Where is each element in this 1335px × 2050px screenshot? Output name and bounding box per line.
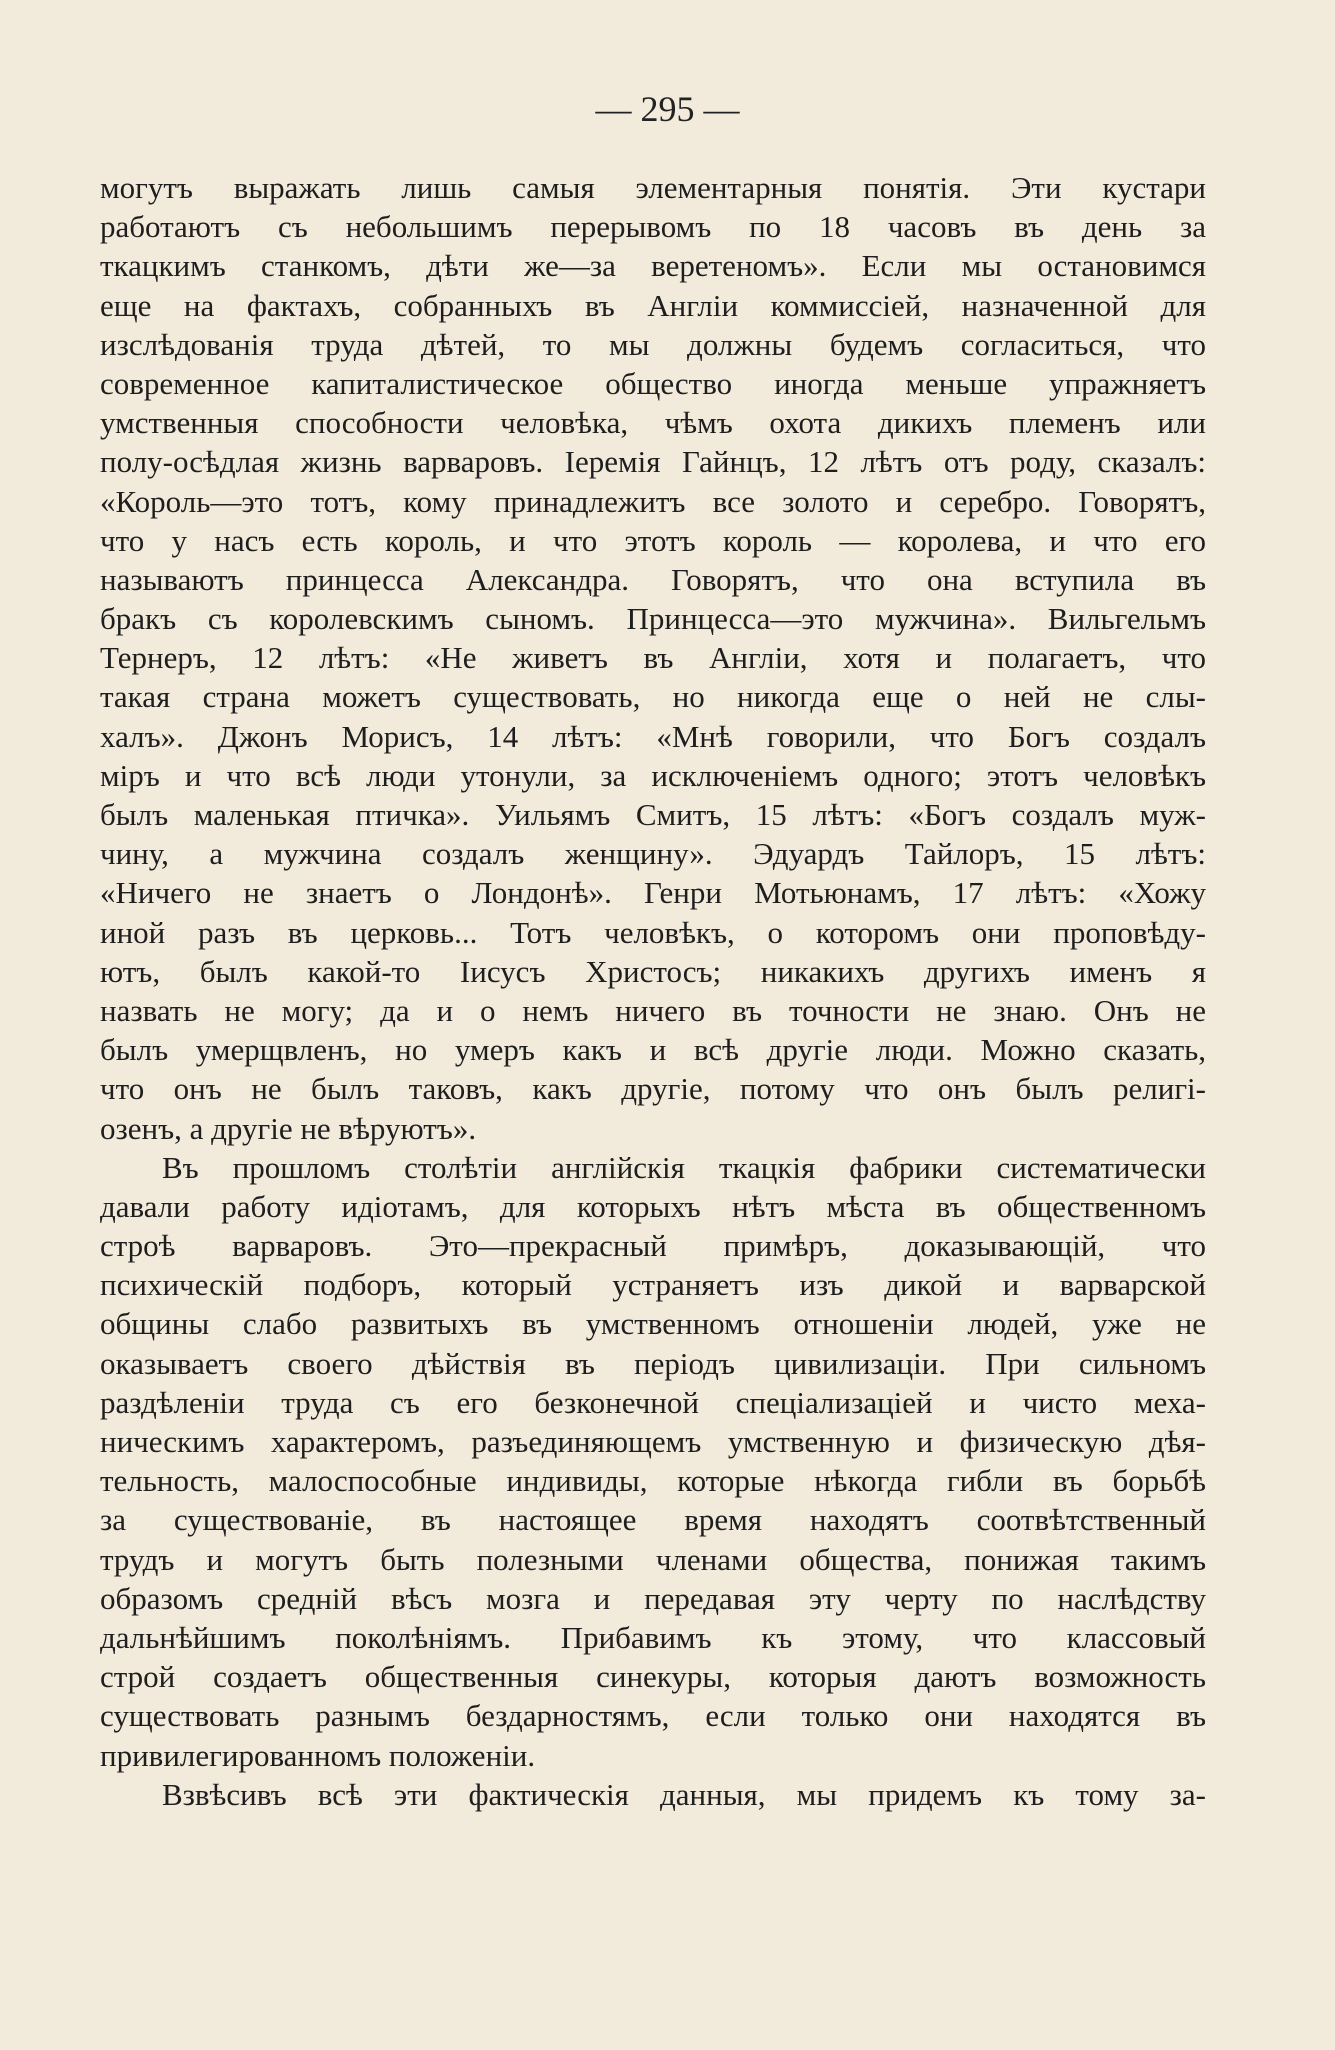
text-line: полу-осѣдлая жизнь варваровъ. Іеремія Гайнцъ, 12 лѣтъ отъ роду, сказалъ: bbox=[100, 444, 1206, 480]
text-line: такая страна можетъ существовать, но никогда еще о ней не слы- bbox=[100, 679, 1206, 715]
text-line: «Ничего не знаетъ о Лондонѣ». Генри Мотьюнамъ, 17 лѣтъ: «Хожу bbox=[100, 875, 1206, 911]
text-line: существовать разнымъ бездарностямъ, если только они находятся въ bbox=[100, 1698, 1206, 1734]
text-line: умственныя способности человѣка, чѣмъ охота дикихъ племенъ или bbox=[100, 405, 1206, 441]
paragraph bbox=[100, 1148, 1206, 1775]
text-line: былъ маленькая птичка». Уильямъ Смитъ, 15 лѣтъ: «Богъ создалъ муж- bbox=[100, 797, 1206, 832]
text-line: былъ умерщвленъ, но умеръ какъ и всѣ другіе люди. Можно сказать, bbox=[100, 1032, 1206, 1068]
text-line: раздѣленіи труда съ его безконечной спеціализаціей и чисто меха- bbox=[100, 1384, 1206, 1420]
text-line: могутъ выражать лишь самыя элементарныя понятія. Эти кустари bbox=[100, 170, 1206, 205]
text-line: еще на фактахъ, собранныхъ въ Англіи коммиссіей, назначенной для bbox=[100, 287, 1206, 323]
text-line: «Король—это тотъ, кому принадлежитъ все золото и серебро. Говорятъ, bbox=[100, 483, 1206, 519]
text-line: міръ и что всѣ люди утонули, за исключеніемъ одного; этотъ человѣкъ bbox=[100, 757, 1206, 793]
text-line: общины слабо развитыхъ въ умственномъ отношеніи людей, уже не bbox=[100, 1306, 1206, 1342]
text-line: ютъ, былъ какой-то Іисусъ Христосъ; никакихъ другихъ именъ я bbox=[100, 953, 1206, 989]
text-line: психическій подборъ, который устраняетъ изъ дикой и варварской bbox=[100, 1267, 1206, 1303]
text-line: работаютъ съ небольшимъ перерывомъ по 18 часовъ въ день за bbox=[100, 209, 1206, 245]
text-line: называютъ принцесса Александра. Говорятъ, что она вступила въ bbox=[100, 561, 1206, 597]
paragraph bbox=[100, 1775, 1206, 1814]
text-line: привилегированномъ положеніи. bbox=[100, 1737, 536, 1773]
text-line: оказываетъ своего дѣйствія въ періодъ цивилизаціи. При сильномъ bbox=[100, 1345, 1206, 1381]
page-text bbox=[100, 168, 1206, 1814]
text-line: за существованіе, въ настоящее время находятъ соотвѣтственный bbox=[100, 1502, 1206, 1538]
text-line: ническимъ характеромъ, разъединяющемъ умственную и физическую дѣя- bbox=[100, 1424, 1206, 1459]
text-line: дальнѣйшимъ поколѣніямъ. Прибавимъ къ этому, что классовый bbox=[100, 1619, 1206, 1655]
text-line: Въ прошломъ столѣтіи англійскія ткацкія фабрики систематически bbox=[162, 1149, 1206, 1185]
text-line: халъ». Джонъ Морисъ, 14 лѣтъ: «Мнѣ говорили, что Богъ создалъ bbox=[100, 718, 1206, 754]
text-line: строѣ варваровъ. Это—прекрасный примѣръ, доказывающій, что bbox=[100, 1228, 1206, 1264]
text-line: бракъ съ королевскимъ сыномъ. Принцесса—это мужчина». Вильгельмъ bbox=[100, 601, 1206, 637]
text-line: образомъ средній вѣсъ мозга и передавая эту черту по наслѣдству bbox=[100, 1580, 1206, 1616]
text-line: трудъ и могутъ быть полезными членами общества, понижая такимъ bbox=[100, 1541, 1206, 1577]
paragraph bbox=[100, 168, 1206, 1148]
text-line: что у насъ есть король, и что этотъ король — королева, и что его bbox=[100, 522, 1206, 558]
text-line: что онъ не былъ таковъ, какъ другіе, потому что онъ былъ религі- bbox=[100, 1071, 1206, 1107]
page-number: — 295 — bbox=[595, 89, 740, 129]
text-line: строй создаетъ общественныя синекуры, которыя даютъ возможность bbox=[100, 1659, 1206, 1695]
text-line: озенъ, а другіе не вѣруютъ». bbox=[100, 1110, 477, 1146]
text-line: Взвѣсивъ всѣ эти фактическія данныя, мы придемъ къ тому за- bbox=[162, 1776, 1206, 1812]
text-line: чину, а мужчина создалъ женщину». Эдуардъ Тайлоръ, 15 лѣтъ: bbox=[100, 836, 1206, 872]
text-line: современное капиталистическое общество иногда меньше упражняетъ bbox=[100, 365, 1206, 401]
text-line: давали работу идіотамъ, для которыхъ нѣтъ мѣста въ общественномъ bbox=[100, 1188, 1206, 1224]
text-line: иной разъ въ церковь... Тотъ человѣкъ, о которомъ они проповѣду- bbox=[100, 914, 1206, 950]
text-line: Тернеръ, 12 лѣтъ: «Не живетъ въ Англіи, хотя и полагаетъ, что bbox=[100, 640, 1206, 676]
text-line: изслѣдованія труда дѣтей, то мы должны будемъ согласиться, что bbox=[100, 326, 1206, 362]
text-line: тельность, малоспособные индивиды, которые нѣкогда гибли въ борьбѣ bbox=[100, 1463, 1206, 1499]
text-line: назвать не могу; да и о немъ ничего въ точности не знаю. Онъ не bbox=[100, 992, 1206, 1028]
text-line: ткацкимъ станкомъ, дѣти же—за веретеномъ». Если мы остановимся bbox=[100, 248, 1206, 284]
